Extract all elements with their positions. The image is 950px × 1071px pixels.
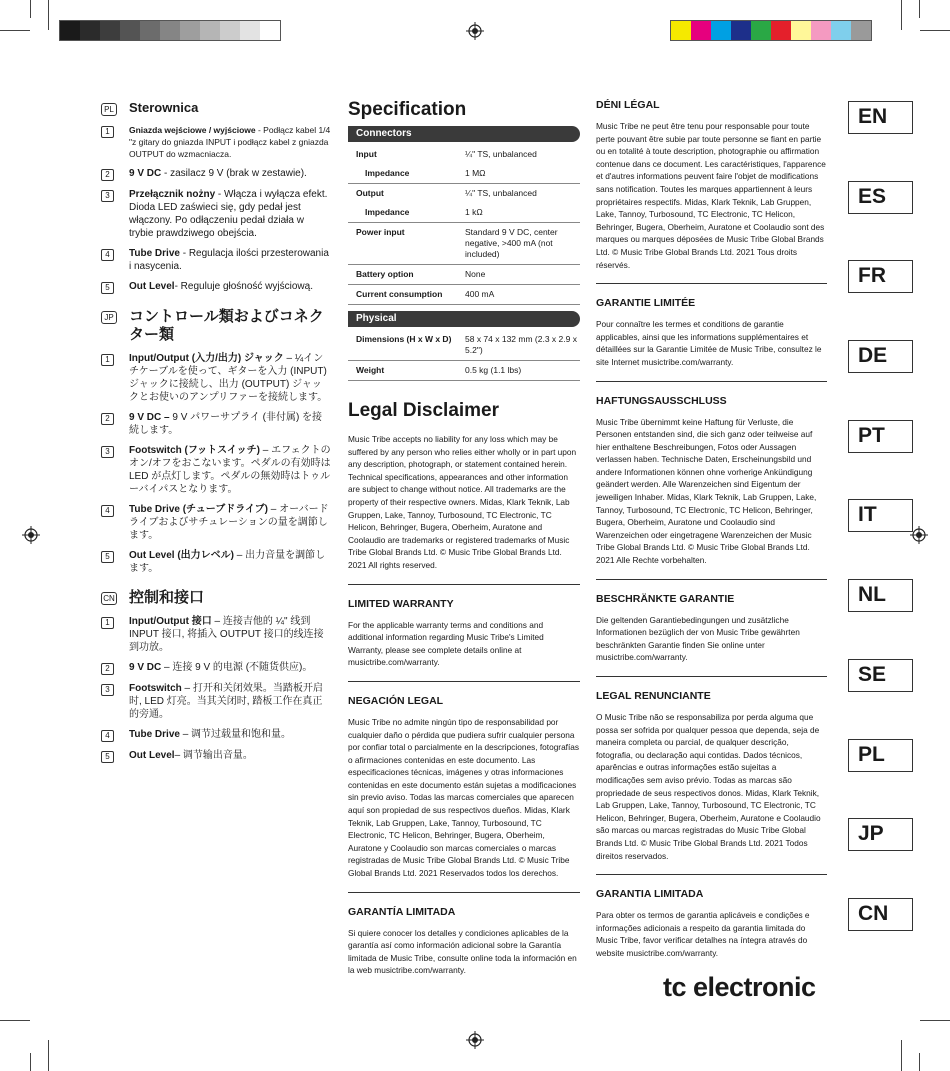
item-label: Out Level — [129, 750, 175, 761]
item-label: Out Level (出力レベル) — [129, 550, 235, 561]
item-description: – ¼インチケーブルを使って、ギターを入力 (INPUT) ジャックに接続し、出力 (OUTPUT) ジャックとお使いのアンプリファーを接続します。 — [129, 353, 328, 403]
item-label: Tube Drive (チューブドライブ) — [129, 504, 268, 515]
control-item — [101, 661, 331, 675]
language-tab-se[interactable]: SE — [848, 659, 913, 692]
item-description: - Regulacja ilości przesterowania i nasycenia. — [129, 248, 329, 272]
legal-block-title: LEGAL RENUNCIANTE — [596, 690, 711, 702]
item-number: 3 — [101, 190, 114, 202]
language-tab-en[interactable]: EN — [848, 101, 913, 134]
spec-key: Impedance — [348, 164, 465, 184]
legal-block-title: GARANTIE LIMITÉE — [596, 297, 696, 310]
spec-row — [348, 184, 580, 204]
grayscale-calibration-bar — [59, 20, 281, 41]
item-description: 9 V パワーサプライ (非付属) を接続します。 — [129, 412, 323, 436]
spec-row — [348, 164, 580, 184]
connectors-header: Connectors — [348, 126, 580, 142]
legal-block-title: GARANTIA LIMITADA — [596, 888, 704, 901]
divider — [596, 381, 827, 382]
item-description: – エフェクトのオン/オフをおこないます。ペダルの有効時は LED が点灯します。ペダルの無効時はトゥルーバイパスとなります。 — [129, 445, 331, 495]
item-description: – 连接 9 V 的电源 (不随货供应)。 — [161, 662, 313, 673]
section-title: Sterownica — [129, 100, 199, 115]
tc-electronic-logo: tc electronic — [663, 972, 816, 1002]
control-item — [101, 682, 331, 721]
item-text — [129, 682, 331, 721]
divider — [596, 283, 827, 284]
item-description: - Podłącz kabel 1/4 "z gitary do gniazda INPUT i podłącz kabel z gniazda OUTPUT do wzmacniacza. — [129, 125, 331, 159]
crop-mark — [30, 1053, 31, 1071]
control-item — [101, 615, 331, 654]
item-text — [129, 124, 331, 160]
control-item — [101, 728, 331, 742]
registration-mark-icon — [22, 526, 40, 544]
controls-section-pl — [101, 100, 331, 294]
section-header — [101, 589, 331, 607]
control-item — [101, 444, 331, 496]
control-item — [101, 749, 331, 763]
gray-swatch — [200, 21, 220, 40]
controls-section-cn — [101, 589, 331, 763]
control-item — [101, 280, 331, 294]
item-description: – オーバードライブおよびサチュレーションの量を調節します。 — [129, 504, 329, 541]
spec-key: Impedance — [348, 203, 465, 223]
item-label: 9 V DC — [129, 662, 162, 673]
registration-mark-icon — [466, 22, 484, 40]
language-tab-pt[interactable]: PT — [848, 420, 913, 453]
color-swatch — [751, 21, 771, 40]
spec-key: Current consumption — [348, 285, 465, 305]
item-number: 4 — [101, 505, 114, 517]
color-swatch — [831, 21, 851, 40]
item-label: Gniazda wejściowe / wyjściowe — [129, 125, 256, 135]
controls-section-jp — [101, 308, 331, 575]
spec-row — [348, 361, 580, 381]
spec-key: Weight — [348, 361, 465, 381]
legal-block-title: HAFTUNGSAUSSCHLUSS — [596, 394, 727, 407]
item-text — [129, 167, 307, 180]
spec-value: ¼" TS, unbalanced — [465, 149, 537, 159]
control-item — [101, 124, 331, 160]
es-warranty-text: Si quiere conocer los detalles y condiciones aplicables de la garantía así como información adicional sobre la Garantía limitada de Music Tribe, consulte online toda la información en la web musictribe.com/warranty. — [348, 927, 577, 976]
language-tab-nl[interactable]: NL — [848, 579, 913, 612]
gray-swatch — [240, 21, 260, 40]
spec-key: Power input — [348, 223, 465, 265]
gray-swatch — [100, 21, 120, 40]
item-number: 5 — [101, 282, 114, 294]
crop-mark — [901, 1040, 902, 1071]
item-description: - Reguluje głośność wyjściową. — [174, 281, 313, 292]
language-tab-de[interactable]: DE — [848, 340, 913, 373]
section-header — [101, 100, 331, 116]
item-number: 1 — [101, 617, 114, 629]
item-description: – 调节输出音量。 — [174, 750, 253, 761]
control-item — [101, 188, 331, 240]
gray-swatch — [140, 21, 160, 40]
legal-block-text: Para obter os termos de garantia aplicáveis e condições e informações adicionais a respeito da garantia limitada do Music Tribe, favor verificar detalhes na íntegra através do website musictribe.com/warranty. — [596, 910, 810, 958]
color-swatch — [731, 21, 751, 40]
language-tag: CN — [101, 592, 117, 605]
item-number: 4 — [101, 730, 114, 742]
item-text — [129, 188, 331, 240]
spec-row — [348, 203, 580, 223]
registration-mark-icon — [466, 1031, 484, 1049]
item-number: 2 — [101, 169, 114, 181]
color-swatch — [691, 21, 711, 40]
color-swatch — [811, 21, 831, 40]
item-text — [129, 615, 331, 654]
crop-mark — [30, 0, 31, 18]
spec-value: 1 kΩ — [465, 203, 580, 223]
gray-swatch — [120, 21, 140, 40]
specification-title: Specification — [348, 99, 467, 120]
language-tab-cn[interactable]: CN — [848, 898, 913, 931]
item-text — [129, 444, 331, 496]
item-number: 3 — [101, 446, 114, 458]
crop-mark — [919, 1053, 920, 1071]
limited-warranty-text: For the applicable warranty terms and conditions and additional information regarding Music Tribe's Limited Warranty, please see complete details online at musictribe.com/warranty. — [348, 619, 544, 668]
es-legal-title: NEGACIÓN LEGAL — [348, 694, 444, 707]
crop-mark — [48, 0, 49, 30]
item-description: – 出力音量を調節します。 — [129, 550, 326, 574]
legal-block-text: Music Tribe ne peut être tenu pour responsable pour toute perte pouvant être subie par toute personne se fiant en partie ou en totalité à toute description, photographie ou affirmation contenue dans ce document. Les caractéristiques, l'apparence et d'autres informations peuvent faire l'objet de modifications sans notification. Toutes les marques appartiennent à leurs propriétaires respectifs. Midas, Klark Teknik, Lab Gruppen, Lake, Tannoy, Turbosound, TC Electronic, TC Helicon, Behringer, Bugera, Oberheim, Auratone et Coolaudio sont des marques ou marques déposées de Music Tribe Global Brands Ltd. © Music Tribe Global Brands Ltd. 2021 Tous droits réservés. — [596, 121, 826, 270]
controls-column — [101, 100, 331, 775]
language-tag: PL — [101, 103, 117, 116]
physical-table — [348, 330, 580, 381]
spec-row — [348, 145, 580, 164]
spec-value: None — [465, 265, 580, 285]
item-label: Przełącznik nożny — [129, 189, 216, 200]
color-swatch — [671, 21, 691, 40]
limited-warranty-title: LIMITED WARRANTY — [348, 597, 454, 610]
crop-mark — [901, 0, 902, 30]
legal-block-title: DÉNI LÉGAL — [596, 99, 660, 111]
item-description: – 打开和关闭效果。当踏板开启时, LED 灯亮。当其关闭时, 踏板工作在真正的旁通。 — [129, 683, 323, 720]
control-item — [101, 167, 331, 181]
spec-value: ¼" TS, unbalanced — [465, 188, 537, 198]
language-tab-jp[interactable]: JP — [848, 818, 913, 851]
item-label: 9 V DC – — [129, 412, 170, 423]
color-swatch — [711, 21, 731, 40]
control-item — [101, 549, 331, 575]
color-swatch — [771, 21, 791, 40]
divider — [596, 676, 827, 677]
specification-column — [348, 98, 580, 977]
item-number: 4 — [101, 249, 114, 261]
spec-value: Standard 9 V DC, center negative, >400 mA (not included) — [465, 223, 580, 265]
item-number: 5 — [101, 551, 114, 563]
crop-mark — [48, 1040, 49, 1071]
spec-row — [348, 265, 580, 285]
legal-disclaimer-text: Music Tribe accepts no liability for any loss which may be suffered by any person who relies either wholly or in part upon any description, photograph, or statement contained herein. Technical specifications, appearances and other information are subject to change without notice. All trademarks are the property of their respective owners. Midas, Klark Teknik, Lab Gruppen, Lake, Tannoy, Turbosound, TC Electronic, TC Helicon, Behringer, Bugera, Oberheim, Auratone and Coolaudio are trademarks or registered trademarks of Music Tribe Global Brands Ltd. © Music Tribe Global Brands Ltd. 2021 All rights reserved. — [348, 434, 577, 570]
item-text — [129, 280, 313, 293]
connectors-table — [348, 145, 580, 305]
legal-block-text: Die geltenden Garantiebedingungen und zusätzliche Informationen bezüglich der von Music Tribe gewährten beschränkten Garantie finden Sie online unter musictribe.com/warranty. — [596, 614, 800, 663]
language-tabs — [848, 101, 913, 978]
item-number: 2 — [101, 663, 114, 675]
item-text — [129, 749, 253, 762]
item-label: Tube Drive — [129, 248, 180, 259]
item-text — [129, 661, 312, 674]
physical-header: Physical — [348, 311, 580, 327]
legal-translations-column — [596, 98, 827, 960]
item-description: – 连接吉他的 ¼" 线到 INPUT 接口, 将插入 OUTPUT 接口的线连接到功放。 — [129, 616, 324, 653]
es-legal-text: Music Tribe no admite ningún tipo de responsabilidad por cualquier daño o pérdida que pudiera sufrir cualquier persona por confiar total o parcialmente en la descripciones, fotografías o afirmaciones contenidas en este documento. Las especificaciones técnicas, imágenes y otras informaciones contenidas en este documento están sujetas a modificaciones sin previo aviso. Todas las marcas comerciales que aparecen aquí son propiedad de sus respectivos dueños. Midas, Klark Teknik, Lab Gruppen, Lake, Tannoy, Turbosound, TC Electronic, TC Helicon, Behringer, Bugera, Oberheim, Auratone y Coolaudio son marcas comerciales o marcas registradas de Music Tribe Global Brands Ltd. © Music Tribe Global Brands Ltd. 2021 Reservados todos los derechos. — [348, 716, 580, 879]
spec-key: Battery option — [348, 265, 465, 285]
spec-row — [348, 285, 580, 305]
item-number: 1 — [101, 354, 114, 366]
item-text — [129, 411, 331, 437]
control-item — [101, 503, 331, 542]
item-number: 3 — [101, 684, 114, 696]
item-number: 1 — [101, 126, 114, 138]
spec-key: Dimensions (H x W x D) — [348, 330, 465, 361]
crop-mark — [920, 30, 950, 31]
gray-swatch — [60, 21, 80, 40]
item-label: Footswitch — [129, 683, 182, 694]
control-item — [101, 247, 331, 273]
item-label: Tube Drive — [129, 729, 180, 740]
item-number: 2 — [101, 413, 114, 425]
spec-value: 0.5 kg (1.1 lbs) — [465, 361, 580, 381]
crop-mark — [919, 0, 920, 18]
item-description: - Włącza i wyłącza efekt. Dioda LED zaświeci się, gdy pedał jest włączony. Po odłączeniu pedał działa w trybie prawdziwego obejścia. — [129, 189, 328, 239]
item-text — [129, 247, 331, 273]
item-description: – 调节过载量和饱和量。 — [179, 729, 292, 740]
gray-swatch — [220, 21, 240, 40]
item-description: - zasilacz 9 V (brak w zestawie). — [161, 168, 307, 179]
language-tag: JP — [101, 311, 117, 324]
divider — [596, 579, 827, 580]
item-text — [129, 549, 331, 575]
color-swatch — [851, 21, 871, 40]
spec-row — [348, 330, 580, 361]
item-text — [129, 503, 331, 542]
control-item — [101, 411, 331, 437]
spec-value: 400 mA — [465, 285, 580, 305]
item-label: Input/Output 接口 — [129, 616, 212, 627]
legal-disclaimer-title: Legal Disclaimer — [348, 400, 500, 421]
language-tab-fr[interactable]: FR — [848, 260, 913, 293]
spec-value: 1 MΩ — [465, 164, 580, 184]
spec-value: 58 x 74 x 132 mm (2.3 x 2.9 x 5.2") — [465, 330, 580, 361]
divider — [348, 681, 580, 682]
item-label: Footswitch (フットスイッチ) — [129, 445, 261, 456]
gray-swatch — [80, 21, 100, 40]
legal-block-text: O Music Tribe não se responsabiliza por perda alguma que possa ser sofrida por qualquer pessoa que dependa, seja de maneira completa ou parcial, de qualquer descrição, fotografia, ou declaração aqui contidas. Dados técnicos, aparências e outras informações estão sujeitas a modificações sem aviso prévio. Todas as marcas são propriedade de seus respectivos donos. Midas, Klark Teknik, Lab Gruppen, Lake, Tannoy, Turbosound, TC Electronic, TC Helicon, Behringer, Bugera, Oberheim, Auratone e Coolaudio são marcas ou marcas registradas do Music Tribe Global Brands Ltd. © Music Tribe Global Brands Ltd. 2021 Todos direitos reservados. — [596, 712, 821, 861]
item-label: 9 V DC — [129, 168, 162, 179]
spec-key: Output — [356, 188, 384, 198]
item-text — [129, 728, 291, 741]
legal-block-text: Pour connaître les termes et conditions de garantie applicables, ainsi que les informations supplémentaires et détaillées sur la Garantie Limitée de Music Tribe, consultez le site Internet musictribe.com/warranty. — [596, 319, 822, 367]
spec-row — [348, 223, 580, 265]
language-tab-es[interactable]: ES — [848, 181, 913, 214]
es-warranty-title: GARANTÍA LIMITADA — [348, 905, 456, 918]
language-tab-it[interactable]: IT — [848, 499, 913, 532]
crop-mark — [0, 1020, 30, 1021]
color-calibration-bar — [670, 20, 872, 41]
item-label: Out Level — [129, 281, 175, 292]
divider — [348, 892, 580, 893]
divider — [596, 874, 827, 875]
section-title: コントロール類およびコネクター類 — [129, 308, 324, 343]
spec-key: Input — [356, 149, 377, 159]
gray-swatch — [260, 21, 280, 40]
crop-mark — [920, 1020, 950, 1021]
language-tab-pl[interactable]: PL — [848, 739, 913, 772]
item-text — [129, 352, 331, 404]
gray-swatch — [160, 21, 180, 40]
item-label: Input/Output (入力/出力) ジャック — [129, 353, 284, 364]
item-number: 5 — [101, 751, 114, 763]
legal-block-text: Music Tribe übernimmt keine Haftung für Verluste, die Personen entstanden sind, die sich ganz oder teilweise auf hier enthaltene Beschreibungen, Fotos oder Aussagen verlassen haben. Technische Daten, Erscheinungsbild und andere Informationen können ohne vorherige Ankündigung geändert werden. Alle Warenzeichen sind Eigentum der jeweiligen Inhaber. Midas, Klark Teknik, Lab Gruppen, Lake, Tannoy, Turbosound, TC Electronic, TC Helicon, Behringer, Bugera, Oberheim, Auratone und Coolaudio sind Warenzeichen oder eingetragene Warenzeichen der Music Tribe Global Brands Ltd. © Music Tribe Global Brands Ltd. 2021 Alle Rechte vorbehalten. — [596, 416, 817, 566]
section-header — [101, 308, 331, 344]
crop-mark — [0, 30, 30, 31]
section-title: 控制和接口 — [129, 589, 205, 606]
control-item — [101, 352, 331, 404]
legal-block-title: BESCHRÄNKTE GARANTIE — [596, 592, 735, 605]
gray-swatch — [180, 21, 200, 40]
divider — [348, 584, 580, 585]
color-swatch — [791, 21, 811, 40]
